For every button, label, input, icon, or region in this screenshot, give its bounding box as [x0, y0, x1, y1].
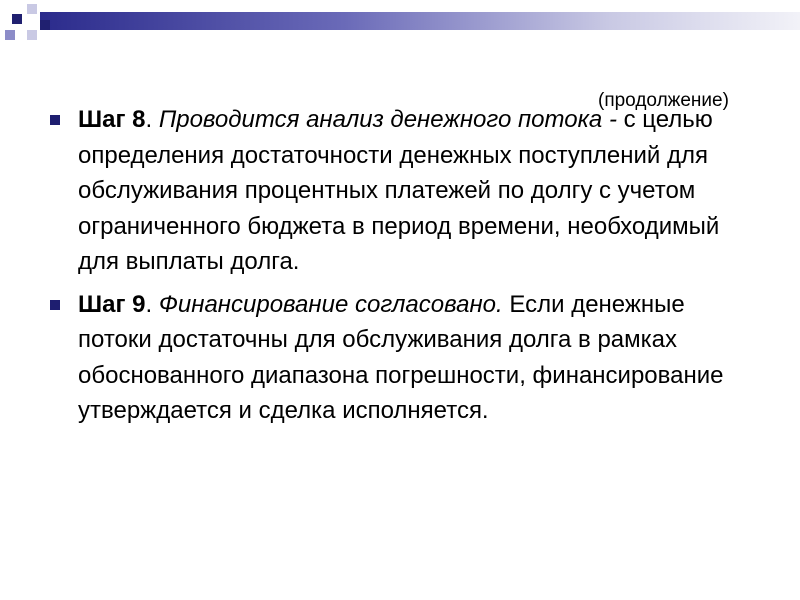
decor-square-dark-2 [40, 20, 50, 30]
decor-square-mid [5, 30, 15, 40]
step-body-text: с целью определения достаточности денежных поступлений для обслуживания процентных платежей по долгу с учетом ограниченного бюджета в период времени, необходимый для выплаты долга. [78, 106, 720, 275]
decor-square-light [27, 4, 37, 14]
step-label: Шаг 8 [78, 106, 146, 133]
step-italic-text: Финансирование согласовано. [158, 290, 503, 318]
bullet-square-icon [50, 300, 60, 310]
step-label: Шаг 9 [78, 290, 146, 318]
decor-square-light-2 [27, 30, 37, 40]
step-9-item [48, 287, 758, 429]
steps-list [48, 102, 758, 436]
step-body-text: Если денежные потоки достаточны для обслуживания долга в рамках обоснованного диапазона погрешности, финансирование утверждается и сделка исполняется. [78, 290, 724, 424]
continuation-label: (продолжение) [598, 90, 729, 111]
header-gradient-bar [40, 12, 800, 30]
step-italic-text: Проводится анализ денежного потока - [158, 106, 617, 133]
step-separator: . [145, 106, 159, 133]
bullet-square-icon [50, 115, 60, 125]
decor-square-dark [12, 14, 22, 24]
step-8-item [48, 102, 758, 280]
step-separator: . [145, 290, 159, 318]
